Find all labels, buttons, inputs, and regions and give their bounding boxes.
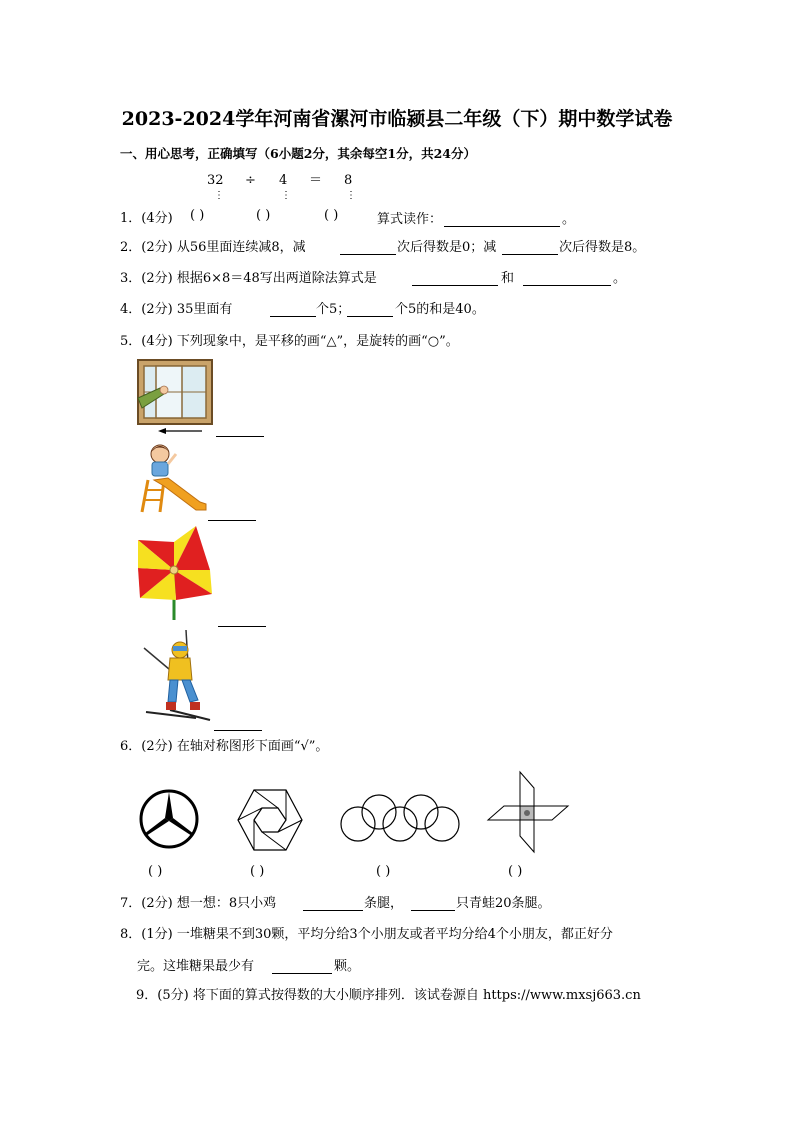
q6-paren-1[interactable]: ( ) (148, 864, 163, 879)
skier-jacket (168, 658, 192, 680)
child-head (151, 445, 169, 463)
q7-blank-1[interactable] (303, 910, 363, 911)
q1-dots-c: ⋮ (346, 190, 356, 201)
q4-mid: 个5； (316, 302, 351, 317)
q7-prefix: 7．(2分) 想一想：8只小鸡 (120, 896, 277, 911)
q1-equation-op: ÷ (245, 173, 256, 188)
q5-text: 5．(4分) 下列现象中，是平移的画“△”，是旋转的画“○”。 (120, 334, 459, 349)
q3-prefix: 3．(2分) 根据6×8＝48写出两道除法算式是 (120, 271, 377, 286)
q8-line1: 8．(1分) 一堆糖果不到30颗，平均分给3个小朋友或者平均分给4个小朋友，都正好分 (120, 927, 613, 942)
q2-blank-1[interactable] (340, 254, 396, 255)
q1-prefix: 1．(4分) (120, 211, 173, 226)
q2-end: 次后得数是8。 (559, 240, 646, 255)
q9-text: 9．(5分) 将下面的算式按得数的大小顺序排列．该试卷源自 https://www.mxsj663.cn (136, 988, 641, 1003)
q1-equation-a: 32 (207, 173, 224, 188)
q8-blank[interactable] (272, 973, 332, 974)
pinwheel-hub (170, 566, 178, 574)
olympic-rings-figure (338, 794, 464, 844)
q2-blank-2[interactable] (502, 254, 558, 255)
q1-answer-blank[interactable] (444, 226, 560, 227)
q3-end: 。 (613, 271, 627, 286)
q1-paren-2[interactable]: ( ) (256, 208, 271, 223)
q7-blank-2[interactable] (411, 910, 455, 911)
q1-dots-a: ⋮ (214, 190, 224, 201)
q6-paren-2[interactable]: ( ) (250, 864, 265, 879)
arrow-head (158, 428, 166, 434)
q1-suffix: 算式读作： (377, 212, 443, 227)
page-title: 2023-2024学年河南省漯河市临颍县二年级（下）期中数学试卷 (121, 108, 673, 130)
q6-text: 6．(2分) 在轴对称图形下面画“√”。 (120, 739, 329, 754)
q4-end: 个5的和是40。 (395, 302, 485, 317)
hand (160, 386, 168, 394)
child-body (152, 462, 168, 476)
q1-paren-3[interactable]: ( ) (324, 208, 339, 223)
q3-blank-2[interactable] (523, 285, 611, 286)
q8-line2-end: 颗。 (334, 959, 361, 974)
q5-blank-slide[interactable] (208, 520, 256, 521)
q1-end: 。 (562, 212, 576, 227)
pinwheel-picture (136, 522, 216, 622)
q4-blank-1[interactable] (270, 316, 316, 317)
section-heading-1: 一、用心思考，正确填写（6小题2分，其余每空1分，共24分） (120, 146, 476, 161)
q5-blank-pinwheel[interactable] (218, 626, 266, 627)
window-picture (136, 358, 216, 438)
q2-prefix: 2．(2分) 从56里面连续减8，减 (120, 240, 306, 255)
q2-mid: 次后得数是0；减 (397, 240, 497, 255)
q1-paren-1[interactable]: ( ) (190, 208, 205, 223)
q1-equation-eq: ＝ (309, 173, 323, 188)
q6-paren-4[interactable]: ( ) (508, 864, 523, 879)
q5-blank-window[interactable] (216, 436, 264, 437)
q4-prefix: 4．(2分) 35里面有 (120, 302, 233, 317)
q6-paren-3[interactable]: ( ) (376, 864, 391, 879)
mercedes-logo-figure (138, 788, 202, 852)
q1-dots-b: ⋮ (281, 190, 291, 201)
q3-mid: 和 (501, 271, 515, 286)
q8-line2-prefix: 完。这堆糖果最少有 (137, 959, 255, 974)
hexagon-swirl-figure (236, 788, 304, 854)
pinwheel-outline-figure (486, 770, 570, 854)
q7-mid: 条腿， (364, 896, 404, 911)
slide-picture (134, 440, 214, 516)
q4-blank-2[interactable] (347, 316, 393, 317)
q3-blank-1[interactable] (412, 285, 498, 286)
skier-picture (140, 628, 220, 724)
q1-equation-b: 4 (279, 173, 288, 188)
q1-equation-c: 8 (344, 173, 353, 188)
q5-blank-skier[interactable] (214, 730, 262, 731)
q7-end: 只青蛙20条腿。 (456, 896, 551, 911)
